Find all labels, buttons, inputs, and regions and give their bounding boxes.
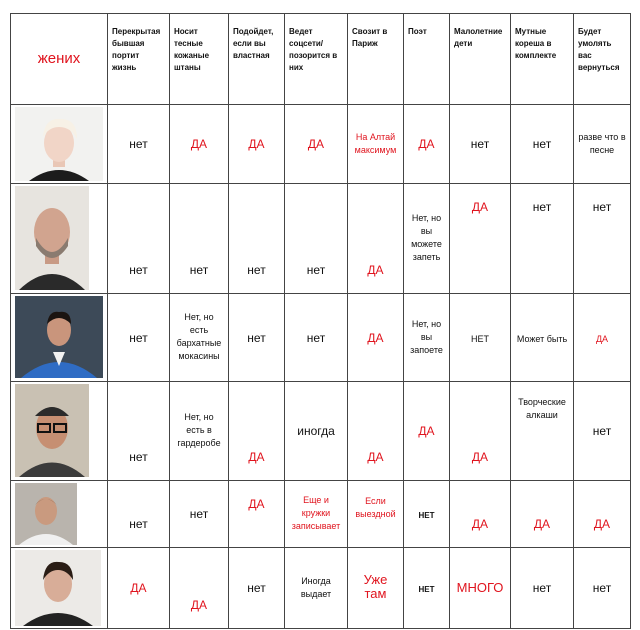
cell-value: ДА — [307, 137, 325, 151]
cell-value: Творческие алкаши — [518, 397, 566, 420]
comparison-table — [10, 13, 631, 629]
cell-value: Иногда выдает — [300, 575, 332, 599]
cell-value: Еще и кружки записывает — [291, 495, 341, 531]
cell-value: НЕТ — [471, 333, 489, 344]
row-photo — [11, 105, 108, 184]
header-poet: Поэт — [404, 14, 450, 105]
cell-value: ДА — [418, 137, 435, 151]
portrait-glasses-cap — [15, 384, 89, 477]
table-row — [11, 481, 631, 548]
cell-value: ДА — [595, 333, 609, 344]
cell-value: нет — [129, 450, 148, 464]
cell-value: ДА — [367, 450, 384, 464]
cell-value: Нет, но есть в гардеробе — [177, 412, 221, 448]
cell-value: нет — [532, 581, 552, 595]
table-row — [11, 184, 631, 294]
cell-value: На Алтай максимум — [354, 131, 397, 155]
cell-value: нет — [129, 517, 148, 531]
cell-value: ДА — [248, 450, 265, 464]
cell-value: ДА — [190, 137, 208, 151]
cell-value: НЕТ — [418, 585, 435, 594]
cell-value: нет — [247, 581, 266, 595]
cell-value: ДА — [471, 200, 489, 214]
header-beg-return: Будет умолять вас вернуться — [574, 14, 631, 105]
cell-value: ДА — [248, 137, 265, 151]
header-row — [11, 14, 631, 105]
row-photo — [11, 382, 108, 481]
cell-value: нет — [129, 263, 148, 277]
cell-value: ДА — [471, 517, 489, 531]
cell-value: нет — [189, 263, 209, 277]
header-buddies: Мутные кореша в комплекте — [511, 14, 574, 105]
header-paris: Свозит в Париж — [348, 14, 404, 105]
cell-value: нет — [129, 137, 148, 151]
cell-value: нет — [306, 330, 326, 345]
row-photo — [11, 294, 108, 382]
portrait-dark-hair — [15, 550, 101, 626]
header-dominant: Подойдет, если вы властная — [229, 14, 285, 105]
cell-value: Нет, но есть бархатные мокасины — [176, 312, 222, 361]
cell-value: Нет, но вы запоете — [410, 318, 443, 355]
header-groom: жених — [11, 14, 108, 105]
header-kids: Малолетние дети — [450, 14, 511, 105]
table-row — [11, 382, 631, 481]
cell-value: ДА — [593, 517, 611, 531]
table-row — [11, 105, 631, 184]
cell-value: разве что в песне — [578, 131, 626, 155]
cell-value: нет — [306, 263, 326, 277]
cell-value: ДА — [367, 263, 384, 277]
cell-value: Нет, но вы можете запеть — [411, 213, 442, 262]
cell-value: нет — [532, 200, 552, 214]
row-photo — [11, 481, 108, 548]
header-social-media: Ведет соцсети/ позорится в них — [285, 14, 348, 105]
cell-value: нет — [470, 137, 490, 151]
cell-value: нет — [189, 507, 209, 521]
cell-value: нет — [592, 200, 612, 214]
cell-value: ДА — [471, 450, 489, 464]
cell-value: нет — [592, 581, 612, 595]
cell-value: ДА — [190, 598, 208, 612]
cell-value: нет — [532, 137, 552, 151]
cell-value: нет — [592, 424, 612, 438]
row-photo — [11, 184, 108, 294]
portrait-blue-suit — [15, 296, 103, 378]
cell-value: ДА — [367, 330, 384, 345]
cell-value: Может быть — [516, 333, 568, 344]
portrait-platinum-hair — [15, 107, 103, 181]
row-photo — [11, 548, 108, 629]
table-row — [11, 548, 631, 629]
cell-value: Если выездной — [355, 496, 396, 519]
header-ex-ruins-life: Перекрытая бывшая портит жизнь — [108, 14, 170, 105]
cell-value: нет — [247, 263, 266, 277]
cell-value: ДА — [533, 517, 551, 531]
cell-value: иногда — [297, 424, 335, 438]
header-leather-pants: Носит тесные кожаные штаны — [170, 14, 229, 105]
cell-value: ДА — [418, 424, 435, 438]
cell-value: НЕТ — [418, 511, 435, 520]
portrait-bald-beard — [15, 186, 89, 290]
cell-value: нет — [247, 330, 266, 345]
cell-value: ДА — [248, 497, 265, 511]
cell-value: МНОГО — [456, 580, 504, 595]
cell-value: нет — [129, 330, 148, 345]
cell-value: ДА — [130, 581, 147, 595]
portrait-white-shirt — [15, 483, 77, 545]
table-row — [11, 294, 631, 382]
cell-value: Уже там — [363, 572, 388, 601]
